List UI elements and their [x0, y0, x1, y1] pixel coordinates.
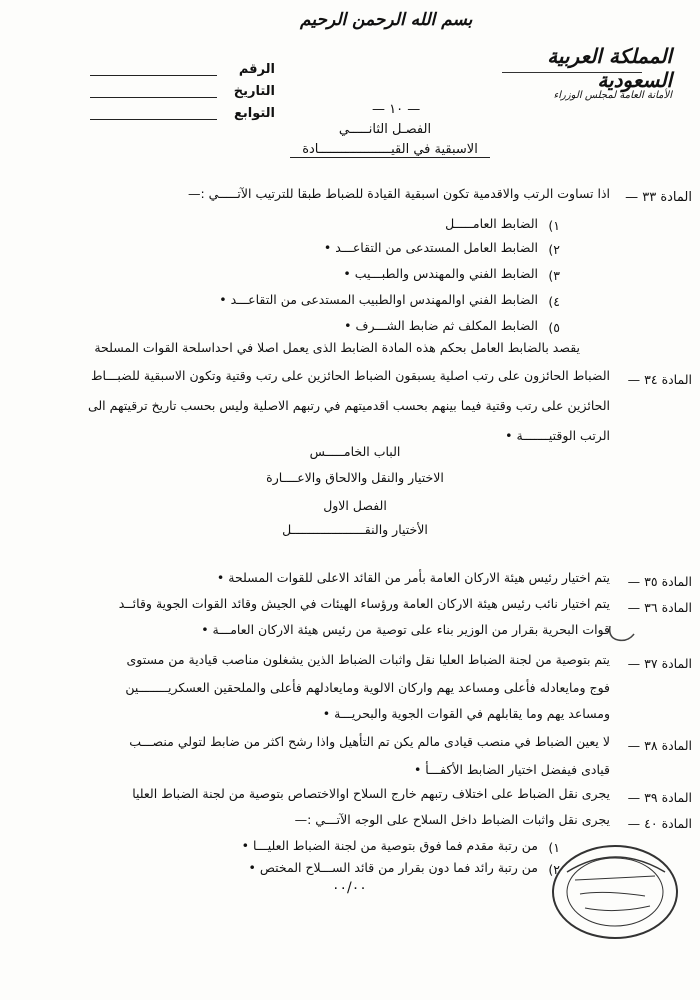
meta-date-row: [90, 84, 275, 104]
page-footer: ٠٠/٠٠: [332, 880, 367, 896]
section-title: الفصل الاول: [323, 498, 387, 513]
article-40-item-1: من رتبة مقدم فما فوق بتوصية من لجنة الضباط العليـــا •: [241, 838, 538, 853]
article-33-note: يقصد بالضابط العامل بحكم هذه المادة الضابط الذى يعمل اصلا في احداسلحة القوات المسلحة: [94, 340, 580, 355]
article-33-item-5-num: ٥): [548, 320, 560, 335]
article-37-label: المادة ٣٧ —: [627, 656, 692, 671]
article-39-line-1: يجرى نقل الضباط على اختلاف رتبهم خارج السلاح اوالاختصاص بتوصية من لجنة الضباط العليا: [132, 786, 610, 801]
article-33-item-4: الضابط الفني اوالمهندس اوالطبيب المستدعى من التقاعـــد •: [219, 292, 538, 307]
article-35-label: المادة ٣٥ —: [627, 574, 692, 589]
meta-date-label: التاريخ: [233, 84, 275, 99]
meta-date-line: [90, 97, 217, 98]
section-subtitle: الأختيار والنقــــــــــــــــــــل: [282, 522, 428, 537]
article-38-line-1: لا يعين الضباط في منصب قيادى مالم يكن تم التأهيل واذا رشح اكثر من ضابط لتولي منصـــب: [129, 734, 610, 749]
article-33-item-2: الضابط العامل المستدعى من التقاعـــد •: [323, 240, 538, 255]
meta-number-line: [90, 75, 217, 76]
meta-attachments-label: التوابع: [233, 106, 275, 121]
article-37-line-3: ومساعد يهم وما يقابلهم في القوات الجوية والبحريـــة •: [322, 706, 610, 721]
part-title: الباب الخامـــــس: [309, 444, 401, 459]
article-36-line-2: قوات البحرية بقرار من الوزير بناء على توصية من رئيس هيئة الاركان العامـــة •: [201, 622, 610, 637]
article-33-label: المادة ٣٣ —: [625, 190, 692, 205]
article-40-item-2-num: ٢): [548, 862, 560, 877]
letterhead-line1: المملكة العربية السعودية: [547, 44, 672, 92]
chapter-title: الفصـل الثانـــــي: [338, 122, 432, 137]
meta-attachments-row: [90, 106, 275, 126]
article-40-item-2: من رتبة رائد فما دون بقرار من قائد الســـلاح المختص •: [248, 860, 538, 875]
article-36-label: المادة ٣٦ —: [627, 600, 692, 615]
article-40-item-1-num: ١): [548, 840, 560, 855]
letterhead-logo: [472, 42, 672, 122]
article-33-item-1-num: ١): [548, 218, 560, 233]
meta-number-label: الرقم: [238, 62, 275, 77]
article-36-line-1: يتم اختيار نائب رئيس هيئة الاركان العامة ورؤساء الهيئات في الجيش وقائد القوات الجوية وقائــد: [118, 596, 610, 611]
article-38-line-2: قيادى فيفضل اختيار الضابط الأكفـــأ •: [413, 762, 610, 777]
article-33-item-3: الضابط الفني والمهندس والطبـــيب •: [343, 266, 538, 281]
article-33-item-2-num: ٢): [548, 242, 560, 257]
article-34-line-3: الرتب الوقتيـــــــة •: [505, 428, 610, 443]
meta-attachments-line: [90, 119, 217, 120]
article-37-line-2: فوج ومايعادله فأعلى ومساعد يهم واركان الالوية ومايعادلهم فأعلى والملحقين العسكريــــــــين: [125, 680, 610, 695]
basmala: بسم الله الرحمن الرحيم: [300, 10, 473, 30]
part-subtitle: الاختيار والنقل والالحاق والاعــــارة: [266, 470, 444, 485]
article-33-item-4-num: ٤): [548, 294, 560, 309]
article-33-item-5: الضابط المكلف ثم ضابط الشـــرف •: [344, 318, 538, 333]
article-33-item-3-num: ٣): [548, 268, 560, 283]
letterhead-line2: الأمانة العامة لمجلس الوزراء: [553, 90, 672, 101]
article-34-line-1: الضباط الحائزون على رتب اصلية يسبقون الضباط الحائزين على رتب وقتية وتكون الاسبقية للضبـــاط: [90, 368, 610, 383]
article-33-intro: اذا تساوت الرتب والاقدمية تكون اسبقية القيادة للضباط طبقا للترتيب الآتـــــي :—: [187, 186, 610, 201]
article-34-label: المادة ٣٤ —: [627, 372, 692, 387]
chapter-subtitle: الاسبقية في القيـــــــــــــــــــادة: [290, 142, 490, 158]
article-40-line-1: يجرى نقل واثبات الضباط داخل السلاح على الوجه الآتـــي :—: [294, 812, 610, 827]
article-34-line-2: الحائزين على رتب وقتية فيما بينهم بحسب اقدميتهم في رتبهم الاصلية وليس بحسب تاريخ ترقيتهم الى: [87, 398, 610, 413]
article-33-item-1: الضابط العامـــــل: [445, 216, 538, 231]
article-37-line-1: يتم بتوصية من لجنة الضباط العليا نقل واثبات الضباط الذين يشغلون مناصب قيادية من مستوى: [126, 652, 610, 667]
handwritten-mark: [606, 620, 640, 644]
meta-number-row: [90, 62, 275, 82]
page-number: — ١٠ —: [372, 102, 421, 117]
article-35-line-1: يتم اختيار رئيس هيئة الاركان العامة بأمر من القائد الاعلى للقوات المسلحة •: [216, 570, 610, 585]
article-38-label: المادة ٣٨ —: [627, 738, 692, 753]
article-39-label: المادة ٣٩ —: [627, 790, 692, 805]
official-stamp: [505, 832, 680, 942]
article-40-label: المادة ٤٠ —: [627, 816, 692, 831]
